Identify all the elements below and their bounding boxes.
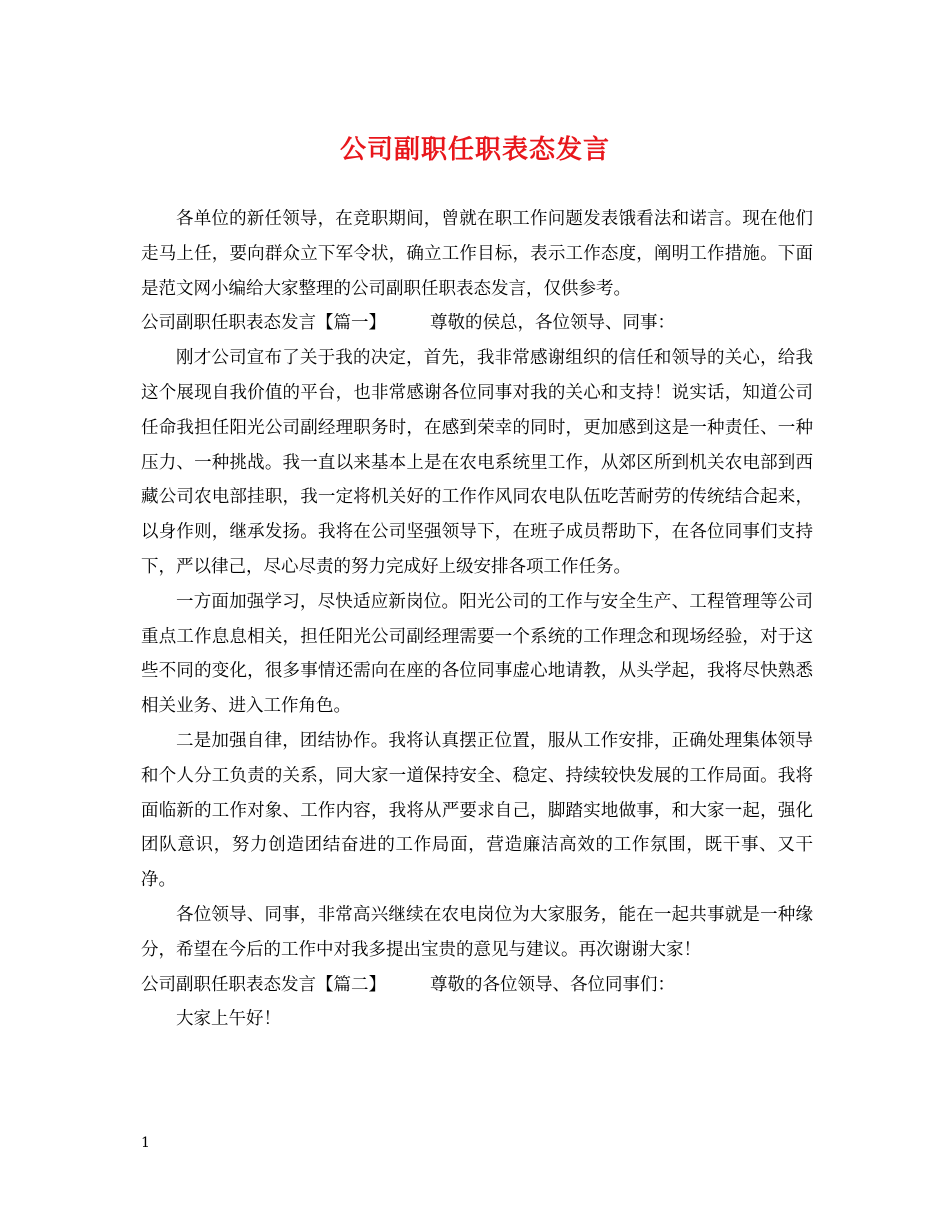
section-1-heading-line bbox=[141, 306, 813, 341]
section-1-paragraph: 一方面加强学习，尽快适应新岗位。阳光公司的工作与安全生产、工程管理等公司重点工作息息相关，担任阳光公司副经理需要一个系统的工作理念和现场经验，对于这些不同的变化，很多事情还需向在座的各位同事虚心地请教，从头学起，我将尽快熟悉相关业务、进入工作角色。 bbox=[141, 591, 813, 717]
section-2-paragraph: 大家上午好！ bbox=[176, 1009, 281, 1030]
intro-paragraph: 各单位的新任领导，在竞职期间，曾就在职工作问题发表饿看法和诺言。现在他们走马上任，要向群众立下军令状，确立工作目标，表示工作态度，阐明工作措施。下面是范文网小编给大家整理的公司副职任职表态发言，仅供参考。 bbox=[141, 209, 813, 299]
section-1-paragraph: 二是加强自律，团结协作。我将认真摆正位置，服从工作安排，正确处理集体领导和个人分工负责的关系，同大家一道保持安全、稳定、持续较快发展的工作局面。我将面临新的工作对象、工作内容，我将从严要求自己，脚踏实地做事，和大家一起，强化团队意识，努力创造团结奋进的工作局面，营造廉洁高效的工作氛围，既干事、又干净。 bbox=[141, 730, 813, 891]
document-body bbox=[141, 202, 813, 1037]
section-1-paragraph: 各位领导、同事，非常高兴继续在农电岗位为大家服务，能在一起共事就是一种缘分，希望在今后的工作中对我多提出宝贵的意见与建议。再次谢谢大家！ bbox=[141, 904, 813, 960]
section-1-salutation: 尊敬的侯总，各位领导、同事： bbox=[430, 313, 675, 334]
page-number: 1 bbox=[141, 1135, 150, 1151]
section-1-paragraph: 刚才公司宣布了关于我的决定，首先，我非常感谢组织的信任和领导的关心，给我这个展现自我价值的平台，也非常感谢各位同事对我的关心和支持！说实话，知道公司任命我担任阳光公司副经理职务时，在感到荣幸的同时，更加感到这是一种责任、一种压力、一种挑战。我一直以来基本上是在农电系统里工作，从郊区所到机关农电部到西藏公司农电部挂职，我一定将机关好的工作作风同农电队伍吃苦耐劳的传统结合起来，以身作则，继承发扬。我将在公司坚强领导下，在班子成员帮助下，在各位同事们支持下，严以律己，尽心尽责的努力完成好上级安排各项工作任务。 bbox=[141, 348, 813, 577]
section-2-salutation: 尊敬的各位领导、各位同事们： bbox=[430, 974, 675, 995]
document-title: 公司副职任职表态发言 bbox=[339, 135, 610, 165]
section-2-heading-line bbox=[141, 968, 813, 1003]
section-2-heading: 公司副职任职表态发言【篇二】 bbox=[141, 974, 386, 995]
section-1-heading: 公司副职任职表态发言【篇一】 bbox=[141, 313, 386, 334]
